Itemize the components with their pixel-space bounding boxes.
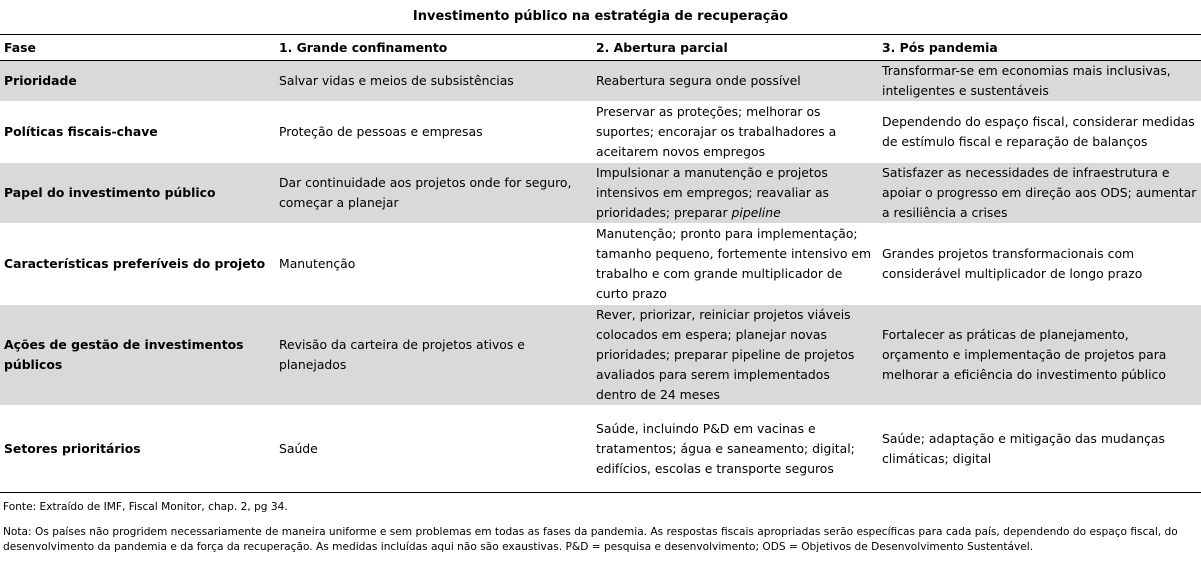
cell-phase2: Saúde, incluindo P&D em vacinas e tratamentos; água e saneamento; digital; edifícios, escolas e transporte seguros [592, 406, 878, 493]
cell-phase1: Salvar vidas e meios de subsistências [275, 61, 592, 102]
cell-phase1: Proteção de pessoas e empresas [275, 102, 592, 163]
row-label-prioridade: Prioridade [0, 61, 275, 102]
table-row [0, 224, 1201, 305]
table-row [0, 163, 1201, 224]
row-label-politicas-fiscais: Políticas fiscais-chave [0, 102, 275, 163]
table-title: Investimento público na estratégia de recuperação [412, 9, 789, 24]
recovery-strategy-table [0, 34, 1201, 493]
cell-phase2 [592, 163, 878, 224]
table-row [0, 61, 1201, 102]
source-note: Fonte: Extraído de IMF, Fiscal Monitor, chap. 2, pg 34. [3, 501, 288, 513]
row-label-caracteristicas: Características preferíveis do projeto [0, 224, 275, 305]
cell-phase3: Satisfazer as necessidades de infraestrutura e apoiar o progresso em direção aos ODS; aumentar a resiliência a crises [878, 163, 1201, 224]
cell-phase1: Revisão da carteira de projetos ativos e planejados [275, 305, 592, 406]
row-label-acoes-gestao: Ações de gestão de investimentos públicos [0, 305, 275, 406]
table-row [0, 406, 1201, 493]
cell-text: Impulsionar a manutenção e projetos intensivos em empregos; reavaliar as prioridades; preparar [596, 165, 830, 220]
table-row [0, 102, 1201, 163]
header-pos-pandemia: 3. Pós pandemia [878, 35, 1201, 61]
cell-phase1: Manutenção [275, 224, 592, 305]
cell-phase3: Dependendo do espaço fiscal, considerar medidas de estímulo fiscal e reparação de balanços [878, 102, 1201, 163]
header-abertura-parcial: 2. Abertura parcial [592, 35, 878, 61]
cell-phase3: Transformar-se em economias mais inclusivas, inteligentes e sustentáveis [878, 61, 1201, 102]
cell-phase1: Dar continuidade aos projetos onde for seguro, começar a planejar [275, 163, 592, 224]
cell-phase2: Reabertura segura onde possível [592, 61, 878, 102]
footnote: Nota: Os países não progridem necessariamente de maneira uniforme e sem problemas em todas as fases da pandemia. As respostas fiscais apropriadas serão específicas para cada país, dependendo do espaço fiscal, do desenvolvimento da pandemia e da força da recuperação. As medidas incluídas aqui não são exaustivas. P&D = pesquisa e desenvolvimento; ODS = Objetivos de Desenvolvimento Sustentável. [3, 526, 1178, 553]
table-row [0, 305, 1201, 406]
header-row [0, 35, 1201, 61]
row-label-setores: Setores prioritários [0, 406, 275, 493]
row-label-papel-investimento: Papel do investimento público [0, 163, 275, 224]
cell-phase3: Fortalecer as práticas de planejamento, orçamento e implementação de projetos para melhorar a eficiência do investimento público [878, 305, 1201, 406]
pipeline-italic: pipeline [731, 205, 781, 220]
header-fase: Fase [0, 35, 275, 61]
cell-phase2: Rever, priorizar, reiniciar projetos viáveis colocados em espera; planejar novas prioridades; preparar pipeline de projetos avaliados para serem implementados dentro de 24 meses [592, 305, 878, 406]
header-grande-confinamento: 1. Grande confinamento [275, 35, 592, 61]
cell-phase3: Grandes projetos transformacionais com considerável multiplicador de longo prazo [878, 224, 1201, 305]
cell-phase2: Preservar as proteções; melhorar os suportes; encorajar os trabalhadores a aceitarem novos empregos [592, 102, 878, 163]
cell-phase2: Manutenção; pronto para implementação; tamanho pequeno, fortemente intensivo em trabalho e com grande multiplicador de curto prazo [592, 224, 878, 305]
cell-phase3: Saúde; adaptação e mitigação das mudanças climáticas; digital [878, 406, 1201, 493]
cell-phase1: Saúde [275, 406, 592, 493]
